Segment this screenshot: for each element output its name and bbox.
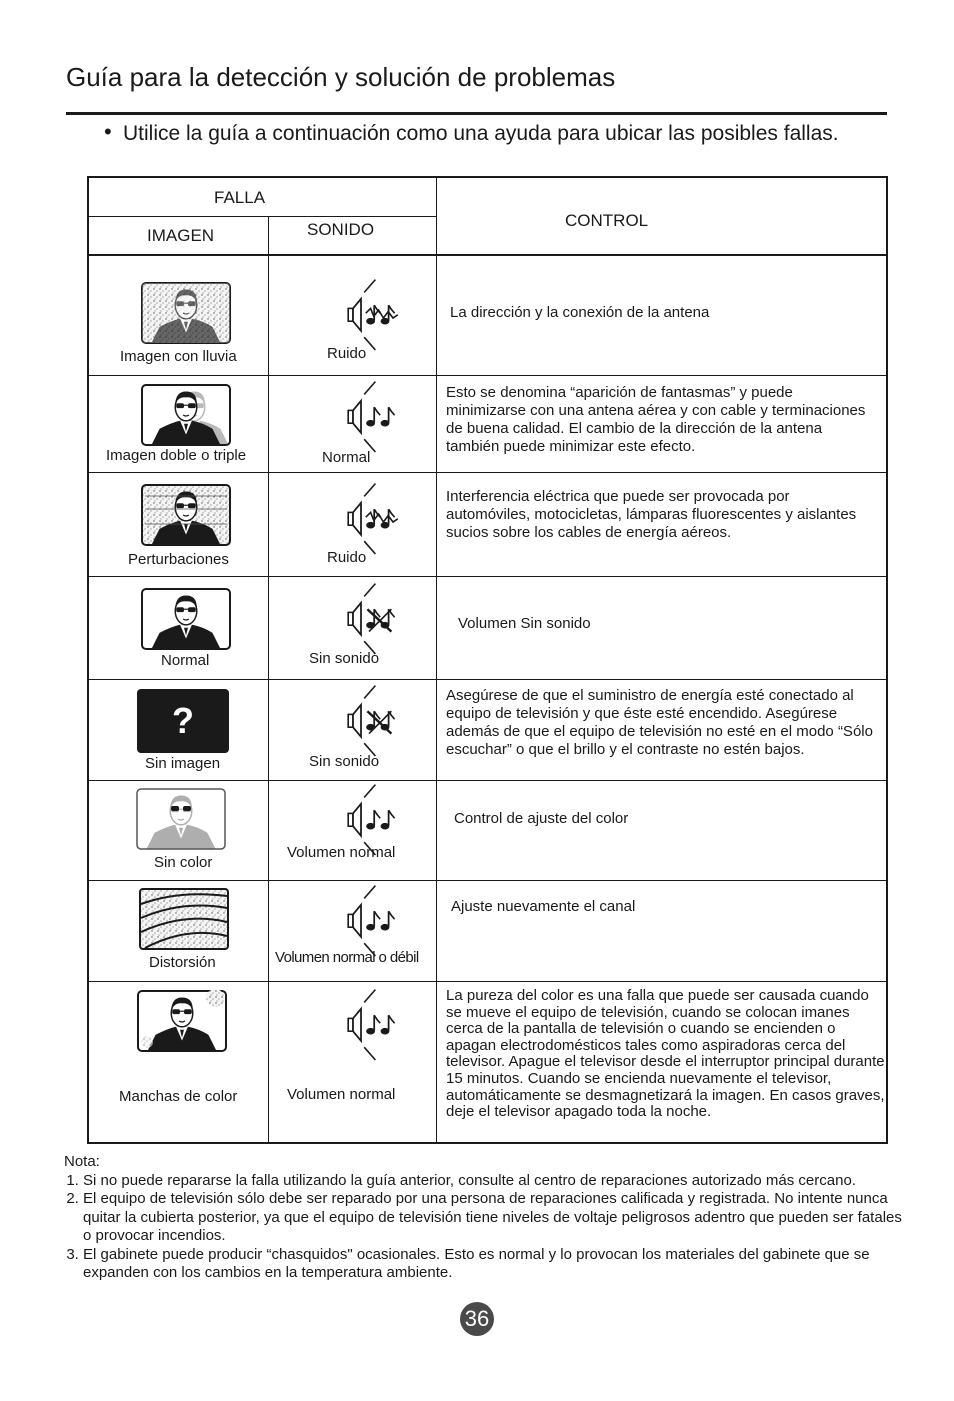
- row-separator: [89, 981, 886, 982]
- row-separator: [89, 780, 886, 781]
- control-text: Interferencia eléctrica que puede ser provocada por automóviles, motocicletas, lámparas fluorescentes y aislantes sucios sobre los cables de energía aéreos.: [446, 488, 857, 541]
- note-item: 1. Si no puede repararse la falla utilizando la guía anterior, consulte al centro de reparaciones autorizado más cercano.: [83, 1172, 904, 1191]
- header-bottom-rule: [89, 254, 886, 256]
- row-separator: [89, 880, 886, 881]
- page-number: 36: [460, 1302, 494, 1336]
- header-imagen: IMAGEN: [147, 226, 215, 245]
- sound-label: Volumen normal o débil: [275, 949, 419, 966]
- speaker-muted-icon: [345, 684, 417, 764]
- control-text: Control de ajuste del color: [454, 810, 629, 827]
- troubleshooting-table: [87, 176, 888, 1144]
- header-divider: [89, 216, 436, 217]
- control-text: Esto se denomina “aparición de fantasmas” y puede minimizarse con una antena aérea y con cable y terminaciones de buena calidad. El cambio de la dirección de la antena también puede minimizar este efecto.: [446, 384, 866, 455]
- column-divider-sound-control: [436, 178, 437, 1142]
- control-text: Volumen Sin sonido: [458, 615, 591, 632]
- control-text: Asegúrese de que el suministro de energía esté conectado al equipo de televisión y que éste esté encendido. Asegúrese además de que el equipo de televisión no esté en el modo “Sólo escuchar” o que el brillo y el contraste no estén bajos.: [446, 687, 873, 758]
- image-label: Sin color: [154, 854, 213, 871]
- header-sonido: SONIDO: [307, 220, 375, 239]
- color-spots-tv-icon: [137, 990, 227, 1052]
- row-separator: [89, 472, 886, 473]
- row-separator: [89, 375, 886, 376]
- image-label: Imagen con lluvia: [120, 348, 237, 365]
- note-item: 2. El equipo de televisión sólo debe ser reparado por una persona de reparaciones calificada y registrada. No intente nunca quitar la cubierta posterior, ya que el equipo de televisión tiene niveles de voltaje peligrosos adentro que pueden ser fatales o provocar incendios.: [83, 1190, 904, 1246]
- control-text: La dirección y la conexión de la antena: [450, 304, 710, 321]
- speaker-normal-icon: [345, 380, 417, 460]
- title-rule: [66, 112, 887, 115]
- svg-text:?: ?: [172, 700, 194, 741]
- image-label: Perturbaciones: [128, 551, 229, 568]
- sound-label: Sin sonido: [309, 650, 380, 667]
- image-label: Normal: [161, 652, 210, 669]
- header-control: CONTROL: [565, 211, 649, 230]
- distorted-tv-icon: [139, 888, 229, 950]
- bullet-icon: •: [104, 119, 112, 144]
- ghost-image-tv-icon: [141, 384, 231, 446]
- image-label: Distorsión: [149, 954, 216, 971]
- header-falla: FALLA: [214, 188, 266, 207]
- sound-label: Normal: [322, 449, 371, 466]
- sound-label: Volumen normal: [287, 1086, 396, 1103]
- page-title: Guía para la detección y solución de problemas: [66, 62, 616, 92]
- no-image-tv-icon: [137, 689, 229, 753]
- no-color-tv-icon: [135, 788, 227, 850]
- row-separator: [89, 576, 886, 577]
- intro-text: Utilice la guía a continuación como una ayuda para ubicar las posibles fallas.: [123, 122, 839, 145]
- sound-label: Ruido: [327, 345, 367, 362]
- sound-label: Ruido: [327, 549, 367, 566]
- control-text: Ajuste nuevamente el canal: [451, 898, 636, 915]
- speaker-normal-icon: [345, 988, 417, 1068]
- control-text: La pureza del color es una falla que puede ser causada cuando se mueve el equipo de televisión, cuando se colocan imanes cerca de la pantalla de televisión o cuando se encienden o apagan electrodomésticos tales como aspiradoras cerca del televisor. Apague el televisor desde el interruptor principal durante 15 minutos. Cuando se encienda nuevamente el televisor, automáticamente se desmagnetizará la imagen. En casos graves, deje el televisor apagado toda la noche.: [446, 987, 885, 1121]
- notes-heading: Nota:: [64, 1153, 100, 1170]
- image-label: Imagen doble o triple: [106, 447, 247, 464]
- sound-label: Volumen normal: [287, 844, 396, 861]
- normal-tv-icon: [141, 588, 231, 650]
- image-label: Manchas de color: [119, 1088, 238, 1105]
- sound-label: Sin sonido: [309, 753, 380, 770]
- notes-list: [64, 1172, 904, 1283]
- row-separator: [89, 679, 886, 680]
- note-item: 3. El gabinete puede producir “chasquidos" ocasionales. Esto es normal y lo provocan los materiales del gabinete que se expanden con los cambios en la temperatura ambiente.: [83, 1246, 904, 1283]
- image-label: Sin imagen: [145, 755, 221, 772]
- snowy-tv-icon: [141, 282, 231, 344]
- interference-tv-icon: [141, 484, 231, 546]
- notes-section: [64, 1153, 904, 1283]
